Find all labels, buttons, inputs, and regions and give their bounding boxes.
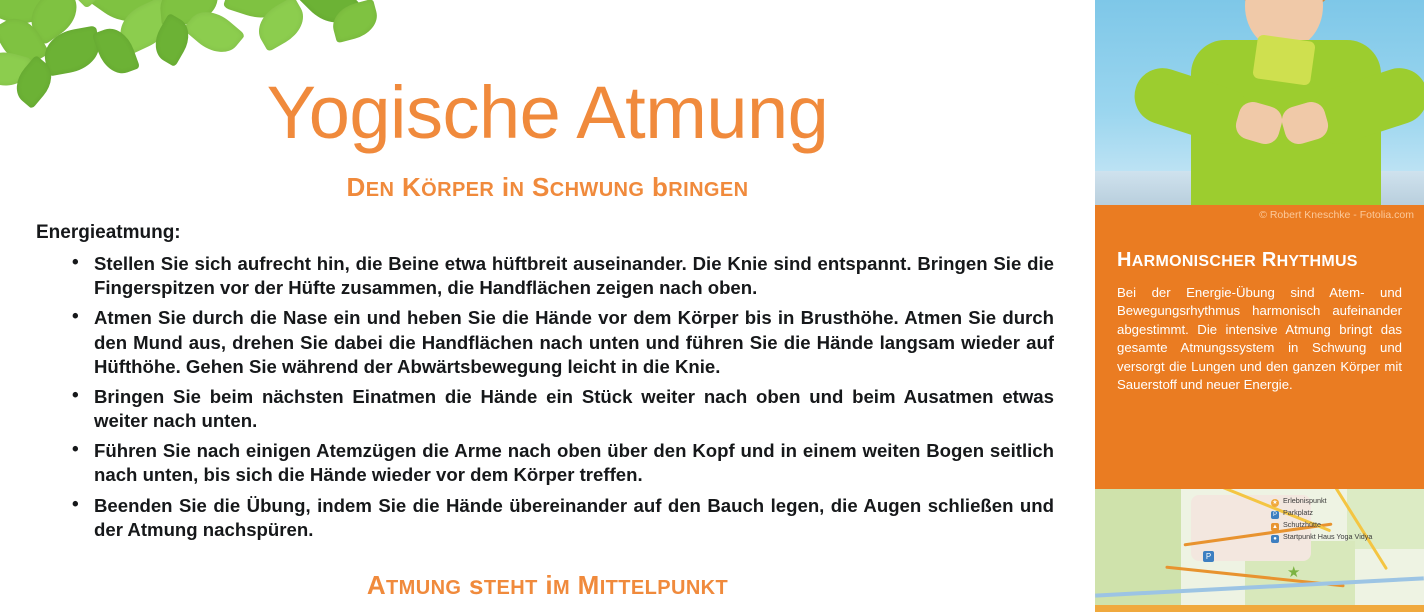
yoga-woman-photo [1095, 0, 1424, 205]
list-item: • Bringen Sie beim nächsten Einatmen die Hände ein Stück weiter nach oben und beim Ausatmen etwas weiter nach unten. [64, 385, 1054, 433]
list-item: • Stellen Sie sich aufrecht hin, die Beine etwa hüftbreit auseinander. Die Knie sind entspannt. Bringen Sie die Fingerspitzen vor der Hüfte zusammen, die Handflächen zeigen nach oben. [64, 252, 1054, 300]
map-parking-icon: P [1203, 551, 1214, 562]
photo-credit: © Robert Kneschke - Fotolia.com [1259, 209, 1414, 221]
section-heading-atmung-mittelpunkt: ATMUNG sTEHT iM MITTELPUNKT [366, 570, 729, 600]
map-legend-label: Parkplatz [1283, 508, 1313, 517]
info-panel [1095, 227, 1424, 489]
steps-list [64, 252, 1054, 548]
map-legend-label: Erlebnispunkt [1283, 496, 1327, 505]
lead-label-energieatmung: Energieatmung: [36, 222, 181, 243]
info-panel-title: HARMONISCHER RHYTHMUS [1117, 249, 1358, 271]
info-panel-body: Bei der Energie-Übung sind Atem- und Bewegungsrhythmus harmonisch aufeinander abgestimmt. Die intensive Atmung bringt das gesamte Atmungssystem in Schwung und versorgt die Lungen und den ganzen Körper mit Sauerstoff und neuer Energie. [1117, 285, 1402, 393]
map-legend-label: Schutzhütte [1283, 520, 1321, 529]
section-heading-koerper-in-schwung: DEN KÖRPER iN SCHWUNG bRINGEN [346, 172, 749, 202]
list-item: • Atmen Sie durch die Nase ein und heben Sie die Hände vor dem Körper bis in Brusthöhe. Atmen Sie durch den Mund aus, drehen Sie dabei die Handflächen nach unten und führen Sie die Hände langsam wieder auf Hüfthöhe. Gehen Sie während der Abwärtsbewegung leicht in die Knie. [64, 306, 1054, 379]
location-map[interactable] [1095, 489, 1424, 612]
parking-icon: P [1272, 512, 1277, 518]
map-legend-row [1271, 519, 1417, 531]
photo-collar [1252, 34, 1316, 86]
shelter-icon: ▲ [1272, 524, 1278, 530]
map-legend [1271, 495, 1417, 543]
start-point-icon: ● [1271, 535, 1279, 543]
list-item: • Führen Sie nach einigen Atemzügen die Arme nach oben über den Kopf und in einem weiten Bogen seitlich nach unten, bis sich die Hände wieder vor dem Körper treffen. [64, 439, 1054, 487]
list-item: • Beenden Sie die Übung, indem Sie die Hände übereinander auf den Bauch legen, die Augen schließen und der Atmung nachspüren. [64, 494, 1054, 542]
star-icon: ★ [1272, 500, 1278, 506]
page-title: Yogische Atmung [266, 70, 829, 154]
map-legend-row [1271, 531, 1417, 543]
map-legend-row [1271, 507, 1417, 519]
map-legend-label: Startpunkt Haus Yoga Vidya [1283, 532, 1373, 541]
map-bottom-strip [1095, 605, 1424, 612]
map-start-star-icon: ★ [1287, 564, 1301, 581]
map-legend-row [1271, 495, 1417, 507]
sidebar [1095, 0, 1424, 612]
photo-credit-bar [1095, 205, 1424, 227]
